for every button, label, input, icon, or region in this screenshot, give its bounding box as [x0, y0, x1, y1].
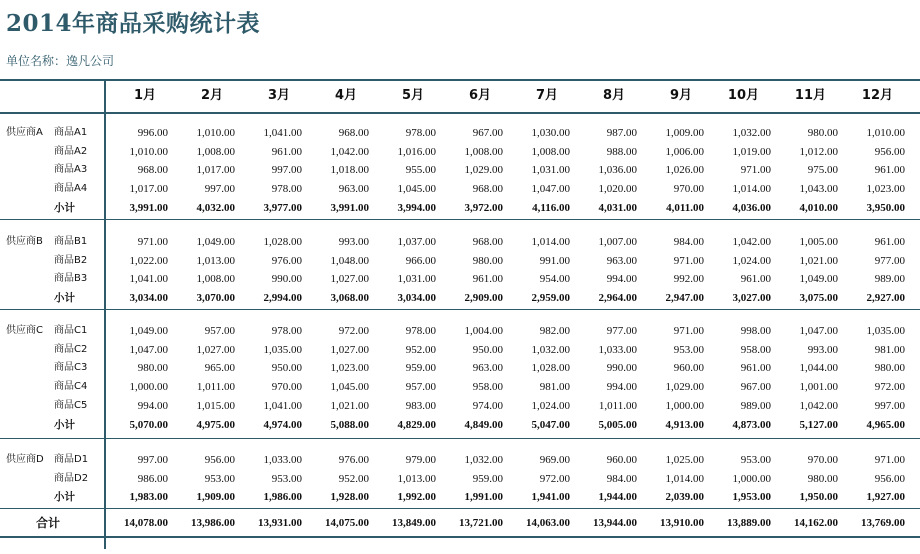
table-cell: 1,049.00 — [129, 325, 168, 337]
table-cell: 952.00 — [405, 343, 436, 356]
subtotal-cell: 5,070.00 — [129, 418, 168, 431]
unit-label: 单位名称：逸凡公司 — [6, 54, 115, 68]
table-cell: 967.00 — [472, 127, 503, 139]
table-cell: 987.00 — [606, 127, 637, 139]
table-cell: 1,024.00 — [732, 254, 771, 267]
subtotal-cell: 4,849.00 — [464, 418, 503, 431]
table-cell: 1,047.00 — [129, 343, 168, 356]
subtotal-cell: 5,005.00 — [598, 418, 637, 431]
table-cell: 971.00 — [740, 164, 771, 177]
table-cell: 1,047.00 — [531, 183, 570, 196]
table-cell: 971.00 — [874, 454, 905, 466]
table-cell: 958.00 — [472, 381, 503, 394]
grand-total-cell: 14,075.00 — [325, 517, 369, 529]
month-header-12: 12月 — [861, 88, 893, 103]
table-cell: 1,014.00 — [665, 472, 704, 485]
table-cell: 963.00 — [606, 254, 637, 267]
table-cell: 961.00 — [874, 164, 905, 177]
table-cell: 956.00 — [874, 472, 905, 485]
subtotal-cell: 1,953.00 — [732, 491, 771, 504]
subtotal-cell: 1,950.00 — [799, 491, 838, 504]
table-cell: 960.00 — [606, 454, 637, 466]
subtotal-cell: 4,031.00 — [598, 201, 637, 214]
subtotal-label: 小计 — [54, 491, 75, 504]
table-cell: 950.00 — [472, 343, 503, 356]
table-cell: 969.00 — [539, 454, 570, 466]
product-label: 商品D1 — [54, 454, 89, 465]
supplier-label: 供应商A — [6, 127, 43, 138]
table-cell: 977.00 — [606, 325, 637, 337]
table-cell: 958.00 — [740, 343, 771, 356]
table-cell: 971.00 — [673, 254, 704, 267]
table-cell: 1,014.00 — [531, 236, 570, 248]
table-cell: 953.00 — [204, 472, 235, 485]
table-cell: 972.00 — [874, 381, 905, 394]
table-cell: 994.00 — [137, 399, 168, 412]
page-title: 2014年商品采购统计表 — [6, 10, 261, 37]
table-cell: 1,032.00 — [531, 343, 570, 356]
table-cell: 1,041.00 — [263, 399, 302, 412]
subtotal-cell: 4,116.00 — [532, 201, 570, 214]
table-cell: 1,049.00 — [799, 273, 838, 286]
month-header-9: 9月 — [669, 88, 692, 103]
table-cell: 1,021.00 — [330, 399, 369, 412]
table-cell: 1,008.00 — [531, 145, 570, 158]
table-cell: 1,007.00 — [598, 236, 637, 248]
table-cell: 1,001.00 — [799, 381, 838, 394]
product-label: 商品B1 — [54, 236, 88, 247]
table-cell: 971.00 — [137, 236, 168, 248]
table-cell: 963.00 — [338, 183, 369, 196]
subtotal-cell: 3,034.00 — [129, 292, 168, 305]
product-label: 商品A4 — [54, 183, 88, 195]
table-cell: 980.00 — [807, 472, 838, 485]
grand-total-cell: 13,986.00 — [191, 517, 235, 529]
table-cell: 956.00 — [874, 145, 905, 158]
table-cell: 1,036.00 — [598, 164, 637, 177]
subtotal-cell: 2,959.00 — [531, 292, 570, 305]
table-cell: 972.00 — [338, 325, 369, 337]
table-divider — [0, 219, 920, 220]
table-cell: 980.00 — [807, 127, 838, 139]
table-cell: 1,047.00 — [799, 325, 838, 337]
table-cell: 1,010.00 — [866, 127, 905, 139]
month-header-11: 11月 — [794, 88, 826, 103]
subtotal-cell: 3,068.00 — [330, 292, 369, 305]
table-cell: 997.00 — [204, 183, 235, 196]
table-cell: 1,011.00 — [196, 381, 235, 394]
subtotal-cell: 2,039.00 — [665, 491, 704, 504]
table-cell: 1,011.00 — [598, 399, 637, 412]
table-cell: 978.00 — [271, 183, 302, 196]
table-cell: 1,025.00 — [665, 454, 704, 466]
table-cell: 954.00 — [539, 273, 570, 286]
month-header-1: 1月 — [133, 88, 156, 103]
table-cell: 1,019.00 — [732, 145, 771, 158]
table-cell: 970.00 — [673, 183, 704, 196]
subtotal-cell: 4,036.00 — [732, 201, 771, 214]
table-cell: 989.00 — [874, 273, 905, 286]
month-header-7: 7月 — [535, 88, 558, 103]
subtotal-cell: 3,994.00 — [397, 201, 436, 214]
table-cell: 1,009.00 — [665, 127, 704, 139]
table-cell: 997.00 — [874, 399, 905, 412]
subtotal-label: 小计 — [54, 292, 75, 305]
subtotal-cell: 3,075.00 — [799, 292, 838, 305]
table-cell: 1,013.00 — [196, 254, 235, 267]
table-cell: 1,016.00 — [397, 145, 436, 158]
grand-total-label: 合计 — [36, 516, 61, 530]
table-cell: 1,015.00 — [196, 399, 235, 412]
table-cell: 953.00 — [740, 454, 771, 466]
table-cell: 1,023.00 — [330, 362, 369, 375]
table-cell: 991.00 — [539, 254, 570, 267]
table-cell: 978.00 — [271, 325, 302, 337]
table-cell: 1,029.00 — [665, 381, 704, 394]
subtotal-cell: 3,991.00 — [330, 201, 369, 214]
product-label: 商品C2 — [54, 343, 88, 355]
table-cell: 980.00 — [472, 254, 503, 267]
subtotal-cell: 4,032.00 — [196, 201, 235, 214]
subtotal-cell: 5,088.00 — [330, 418, 369, 431]
table-cell: 1,031.00 — [531, 164, 570, 177]
table-cell: 968.00 — [472, 236, 503, 248]
table-cell: 976.00 — [338, 454, 369, 466]
subtotal-cell: 4,975.00 — [196, 418, 235, 431]
table-cell: 983.00 — [405, 399, 436, 412]
table-cell: 955.00 — [405, 164, 436, 177]
table-cell: 967.00 — [740, 381, 771, 394]
table-cell: 1,044.00 — [799, 362, 838, 375]
subtotal-cell: 1,944.00 — [598, 491, 637, 504]
table-cell: 1,012.00 — [799, 145, 838, 158]
table-cell: 1,026.00 — [665, 164, 704, 177]
table-cell: 1,017.00 — [129, 183, 168, 196]
product-label: 商品A3 — [54, 164, 88, 176]
subtotal-cell: 4,965.00 — [866, 418, 905, 431]
table-cell: 986.00 — [137, 472, 168, 485]
grand-total-cell: 13,889.00 — [727, 517, 771, 529]
table-cell: 961.00 — [271, 145, 302, 158]
subtotal-cell: 1,991.00 — [464, 491, 503, 504]
table-cell: 977.00 — [874, 254, 905, 267]
grand-total-cell: 14,078.00 — [124, 517, 168, 529]
table-cell: 997.00 — [271, 164, 302, 177]
supplier-label: 供应商D — [6, 454, 44, 465]
table-cell: 994.00 — [606, 273, 637, 286]
table-cell: 1,029.00 — [464, 164, 503, 177]
product-label: 商品C3 — [54, 362, 88, 374]
table-cell: 1,033.00 — [598, 343, 637, 356]
table-cell: 1,021.00 — [799, 254, 838, 267]
table-cell: 984.00 — [606, 472, 637, 485]
table-cell: 961.00 — [874, 236, 905, 248]
subtotal-label: 小计 — [54, 418, 75, 431]
table-cell: 1,032.00 — [464, 454, 503, 466]
table-cell: 957.00 — [204, 325, 235, 337]
subtotal-cell: 4,974.00 — [263, 418, 302, 431]
table-cell: 1,010.00 — [129, 145, 168, 158]
subtotal-cell: 4,873.00 — [732, 418, 771, 431]
month-header-4: 4月 — [334, 88, 357, 103]
table-cell: 1,041.00 — [129, 273, 168, 286]
table-cell: 960.00 — [673, 362, 704, 375]
table-cell: 1,010.00 — [196, 127, 235, 139]
subtotal-cell: 4,010.00 — [799, 201, 838, 214]
supplier-label: 供应商C — [6, 325, 43, 336]
table-cell: 1,045.00 — [330, 381, 369, 394]
table-cell: 982.00 — [539, 325, 570, 337]
table-cell: 998.00 — [740, 325, 771, 337]
table-cell: 974.00 — [472, 399, 503, 412]
month-header-5: 5月 — [401, 88, 424, 103]
table-cell: 1,022.00 — [129, 254, 168, 267]
subtotal-cell: 3,070.00 — [196, 292, 235, 305]
month-header-3: 3月 — [267, 88, 290, 103]
table-cell: 990.00 — [271, 273, 302, 286]
table-divider — [0, 536, 920, 538]
subtotal-cell: 3,950.00 — [866, 201, 905, 214]
table-divider — [0, 309, 920, 310]
table-cell: 1,030.00 — [531, 127, 570, 139]
table-cell: 1,049.00 — [196, 236, 235, 248]
table-cell: 1,035.00 — [263, 343, 302, 356]
subtotal-label: 小计 — [54, 201, 75, 214]
table-cell: 978.00 — [405, 127, 436, 139]
table-cell: 989.00 — [740, 399, 771, 412]
subtotal-cell: 4,011.00 — [666, 201, 704, 214]
table-cell: 993.00 — [807, 343, 838, 356]
product-label: 商品C5 — [54, 399, 88, 411]
table-cell: 961.00 — [740, 273, 771, 286]
table-cell: 994.00 — [606, 381, 637, 394]
table-cell: 979.00 — [405, 454, 436, 466]
table-cell: 961.00 — [740, 362, 771, 375]
table-cell: 1,037.00 — [397, 236, 436, 248]
table-cell: 993.00 — [338, 236, 369, 248]
table-cell: 1,004.00 — [464, 325, 503, 337]
table-cell: 965.00 — [204, 362, 235, 375]
table-cell: 1,000.00 — [129, 381, 168, 394]
month-header-8: 8月 — [602, 88, 625, 103]
table-cell: 988.00 — [606, 145, 637, 158]
table-cell: 978.00 — [405, 325, 436, 337]
table-cell: 1,000.00 — [665, 399, 704, 412]
table-cell: 963.00 — [472, 362, 503, 375]
table-cell: 1,041.00 — [263, 127, 302, 139]
subtotal-cell: 2,994.00 — [263, 292, 302, 305]
table-cell: 1,043.00 — [799, 183, 838, 196]
subtotal-cell: 1,992.00 — [397, 491, 436, 504]
table-cell: 975.00 — [807, 164, 838, 177]
subtotal-cell: 1,983.00 — [129, 491, 168, 504]
product-label: 商品C1 — [54, 325, 88, 336]
table-cell: 1,006.00 — [665, 145, 704, 158]
grand-total-cell: 13,931.00 — [258, 517, 302, 529]
subtotal-cell: 5,047.00 — [531, 418, 570, 431]
subtotal-cell: 5,127.00 — [799, 418, 838, 431]
table-cell: 1,020.00 — [598, 183, 637, 196]
table-cell: 970.00 — [807, 454, 838, 466]
product-label: 商品C4 — [54, 381, 88, 393]
subtotal-cell: 2,947.00 — [665, 292, 704, 305]
table-cell: 1,042.00 — [330, 145, 369, 158]
table-cell: 1,042.00 — [732, 236, 771, 248]
table-cell: 990.00 — [606, 362, 637, 375]
table-divider — [0, 508, 920, 509]
table-cell: 959.00 — [472, 472, 503, 485]
supplier-label: 供应商B — [6, 236, 43, 247]
table-cell: 1,027.00 — [196, 343, 235, 356]
grand-total-cell: 13,849.00 — [392, 517, 436, 529]
table-cell: 1,017.00 — [196, 164, 235, 177]
table-cell: 968.00 — [338, 127, 369, 139]
subtotal-cell: 3,972.00 — [464, 201, 503, 214]
subtotal-cell: 1,927.00 — [866, 491, 905, 504]
table-cell: 970.00 — [271, 381, 302, 394]
subtotal-cell: 3,027.00 — [732, 292, 771, 305]
table-cell: 966.00 — [405, 254, 436, 267]
table-cell: 997.00 — [137, 454, 168, 466]
table-cell: 1,033.00 — [263, 454, 302, 466]
subtotal-cell: 2,927.00 — [866, 292, 905, 305]
table-cell: 1,035.00 — [866, 325, 905, 337]
table-cell: 1,014.00 — [732, 183, 771, 196]
subtotal-cell: 2,909.00 — [464, 292, 503, 305]
grand-total-cell: 13,944.00 — [593, 517, 637, 529]
table-cell: 1,028.00 — [263, 236, 302, 248]
subtotal-cell: 4,829.00 — [397, 418, 436, 431]
table-cell: 1,005.00 — [799, 236, 838, 248]
product-label: 商品A2 — [54, 145, 88, 157]
table-cell: 1,000.00 — [732, 472, 771, 485]
table-cell: 976.00 — [271, 254, 302, 267]
table-cell: 1,013.00 — [397, 472, 436, 485]
table-cell: 953.00 — [271, 472, 302, 485]
table-cell: 1,048.00 — [330, 254, 369, 267]
subtotal-cell: 1,909.00 — [196, 491, 235, 504]
table-cell: 1,027.00 — [330, 343, 369, 356]
table-cell: 953.00 — [673, 343, 704, 356]
table-cell: 1,027.00 — [330, 273, 369, 286]
table-cell: 968.00 — [472, 183, 503, 196]
table-cell: 1,023.00 — [866, 183, 905, 196]
table-cell: 1,008.00 — [196, 145, 235, 158]
subtotal-cell: 3,977.00 — [263, 201, 302, 214]
grand-total-cell: 13,721.00 — [459, 517, 503, 529]
subtotal-cell: 2,964.00 — [598, 292, 637, 305]
table-cell: 981.00 — [539, 381, 570, 394]
table-cell: 950.00 — [271, 362, 302, 375]
table-cell: 1,018.00 — [330, 164, 369, 177]
table-divider — [0, 112, 920, 114]
table-cell: 1,024.00 — [531, 399, 570, 412]
product-label: 商品B3 — [54, 273, 88, 285]
table-cell: 1,031.00 — [397, 273, 436, 286]
table-cell: 961.00 — [472, 273, 503, 286]
table-cell: 981.00 — [874, 343, 905, 356]
table-cell: 956.00 — [204, 454, 235, 466]
month-header-10: 10月 — [727, 88, 759, 103]
subtotal-cell: 3,034.00 — [397, 292, 436, 305]
table-cell: 957.00 — [405, 381, 436, 394]
table-cell: 972.00 — [539, 472, 570, 485]
product-label: 商品A1 — [54, 127, 88, 138]
grand-total-cell: 13,910.00 — [660, 517, 704, 529]
table-cell: 1,045.00 — [397, 183, 436, 196]
table-cell: 1,032.00 — [732, 127, 771, 139]
table-cell: 1,008.00 — [464, 145, 503, 158]
table-cell: 980.00 — [137, 362, 168, 375]
product-label: 商品D2 — [54, 472, 89, 484]
grand-total-cell: 14,162.00 — [794, 517, 838, 529]
table-cell: 968.00 — [137, 164, 168, 177]
table-divider — [0, 438, 920, 439]
subtotal-cell: 1,941.00 — [531, 491, 570, 504]
table-cell: 952.00 — [338, 472, 369, 485]
product-label: 商品B2 — [54, 254, 88, 266]
grand-total-cell: 13,769.00 — [861, 517, 905, 529]
grand-total-cell: 14,063.00 — [526, 517, 570, 529]
table-cell: 1,042.00 — [799, 399, 838, 412]
table-cell: 959.00 — [405, 362, 436, 375]
table-cell: 984.00 — [673, 236, 704, 248]
table-cell: 992.00 — [673, 273, 704, 286]
table-cell: 996.00 — [137, 127, 168, 139]
subtotal-cell: 1,928.00 — [330, 491, 369, 504]
table-cell: 980.00 — [874, 362, 905, 375]
subtotal-cell: 4,913.00 — [665, 418, 704, 431]
table-cell: 971.00 — [673, 325, 704, 337]
subtotal-cell: 1,986.00 — [263, 491, 302, 504]
subtotal-cell: 3,991.00 — [129, 201, 168, 214]
month-header-6: 6月 — [468, 88, 491, 103]
month-header-2: 2月 — [200, 88, 223, 103]
table-cell: 1,008.00 — [196, 273, 235, 286]
table-cell: 1,028.00 — [531, 362, 570, 375]
